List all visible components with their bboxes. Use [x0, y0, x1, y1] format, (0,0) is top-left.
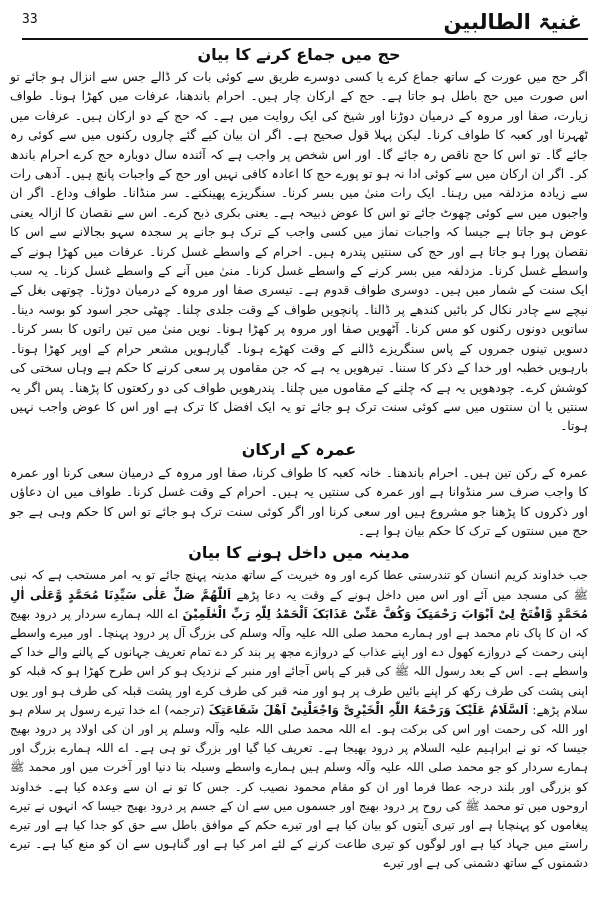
text-before-dua: جب خداوند کریم انسان کو تندرستی عطا کرے اور وہ خیریت کے ساتھ مدینہ پہنچ جائے تو یہ امر مستحب ہے کہ نبی ﷺ کی مسجد میں آئے اور اس میں داخل ہونے کے وقت یہ دعا پڑھے — [10, 568, 588, 602]
page-header — [22, 4, 588, 40]
page-number: 33 — [22, 12, 38, 27]
section-text-umrah-pillars: عمرہ کے رکن تین ہیں۔ احرام باندھنا۔ خانہ کعبہ کا طواف کرنا، صفا اور مروہ کے درمیان سعی کرنا اور عمرہ کا واجب صرف سر منڈوانا ہے اور عمرہ کی سنتیں یہ ہیں۔ احرام کے وقت غسل کرنا۔ طواف میں ان دعاؤں اور ذکروں کا پڑھنا جو مشروع ہیں اور سعی کرنا اور اگر کوئی سنت ترک ہو جائے تو اس کا حکم وہی ہے جو حج میں سنتوں کے ترک کا حکم بیان ہوا ہے۔ — [10, 464, 588, 538]
text-after-dua: اے اللہ ہمارے سردار پر درود بھیج کہ ان کا پاک نام محمد ہے اور ہمارے محمد صلی اللہ علیہ وآلہ وسلم کی بزرگ آل پر درود پہنچا۔ اور میرے واسطے اپنی رحمت کے دروازے کھول دے اور اپنے عذاب کے دروازے مجھ پر بند کر دے تمام تعریف جہانوں کے پالنے والے خدا کے واسطے ہے۔ اس کے بعد رسول اللہ ﷺ کی قبر کے پاس آجائے اور منبر کے نزدیک ہو کر اس طرح کھڑا ہو کہ قبلہ کو اپنی پشت کی طرف رکھ کر اپنے بائیں طرف پر ہو اور منہ قبر کی طرف کرے اور پشت قبلہ کی طرف ہو اور یوں سلام پڑھے: — [10, 606, 588, 717]
section-text-entering-madinah — [10, 566, 588, 873]
page-body — [10, 42, 588, 893]
dua-entering-mosque: اَللّٰھُمَّ صَلِّ عَلٰی سَیِّدِنَا مُحَمَّدٍ وَّعَلٰی اٰلِ مُحَمَّدٍ وَّافْتَحْ لِیْ اَبْوَابَ رَحْمَتِکَ وَکُفَّ عَنِّیْ عَذَابَکَ اَلْحَمْدُ لِلّٰہِ رَبِّ الْعٰلَمِیْنَ — [10, 587, 588, 621]
running-title: غنیۃ الطالبین — [443, 10, 582, 34]
section-heading-hajj-intercourse: حج میں جماع کرنے کا بیان — [197, 45, 401, 64]
section-heading-umrah-pillars: عمرہ کے ارکان — [241, 439, 357, 459]
text-translation: (ترجمہ) اے خدا تیرے رسول پر سلام ہو اور اللہ کی رحمت اور اس کی برکت ہو۔ اے اللہ محمد صلی اللہ علیہ وآلہ وسلم پر اور ان کی اولاد پر درود بھیج جیسا کہ تو نے ابراہیم علیہ السلام پر درود بھیجا ہے۔ تعریف کیا گیا اور بزرگ تو ہی ہے۔ اے اللہ ہمارے بزرگ اور ہمارے سردار کو جو محمد صلی اللہ علیہ وآلہ وسلم ہیں ہمارے واسطے وسیلہ بنا دنیا اور آخرت میں اور محمد ﷺ کو بزرگی اور بلند درجہ عطا فرما اور ان کو مقام محمود نصیب کر۔ جس کا تو نے ان سے وعدہ کیا ہے۔ خداوند اروحوں میں تو محمد ﷺ کی روح پر درود بھیج اور جسموں میں سے ان کے جسم پر درود بھیج جیسا کہ انہوں نے تیرے پیغاموں کو پہنچایا ہے اور تیری آیتوں کو بیان کیا ہے اور تیرے حکم کے موافق باطل سے حق کو جدا کیا ہے اور تیرے راستے میں جہاد کیا ہے اور لوگوں کو تیری طاعت کرنے کے لئے امر کیا ہے اور گناہوں سے ان کو منع کیا ہے۔ تیرے دشمنوں کے ساتھ دشمنی کی ہے اور تیرے — [10, 702, 588, 871]
header-rule — [22, 38, 588, 40]
section-heading-entering-madinah: مدینہ میں داخل ہونے کا بیان — [188, 543, 410, 563]
section-text-hajj-intercourse: اگر حج میں عورت کے ساتھ جماع کرے یا کسی دوسرے طریق سے کوئی بات کر ڈالے جس سے انزال ہو جائے تو اس صورت میں حج باطل ہو جاتا ہے۔ حج کے ارکان چار ہیں۔ احرام باندھنا، عرفات میں کھڑا ہونا۔ طواف زیارت، صفا اور مروہ کے درمیان دوڑنا اور شیخ کی ایک روایت میں ہے۔ کہ حج کے دو ارکان ہیں۔ عرفات میں ٹھہرنا اور کعبہ کا طواف کرنا۔ لیکن پہلا قول صحیح ہے۔ اگر ان بیان کیے گئے چاروں رکنوں میں سے کوئی رہ جائے گا۔ تو اس کا حج ناقص رہ جائے گا۔ اور اس شخص پر واجب ہے کہ آئندہ سال دوبارہ حج کرے احرام باندھ کر۔ اگر ان ارکان میں سے کوئی ادا نہ ہو تو پورے حج کا اعادہ کافی نہیں اور حج کے واجبات پانچ ہیں۔ آدھی رات سے زیادہ مزدلفہ میں رہنا۔ ایک رات منیٰ میں بسر کرنا۔ سنگریزے پھینکنے۔ سر منڈانا۔ طواف وداع۔ اگر ان واجبوں میں سے کوئی چھوٹ جائے تو اس کا عوض ذبیحہ ہے۔ یعنی بکری ذبح کرے۔ اس سے نقصان کا ازالہ یعنی عوض ہو جاتا ہے جیسا کہ واجبات نماز میں کسی واجب کے ترک ہو جانے پر سجدہ سہو بجالانے سے اس کا نقصان پورا ہو جاتا ہے اور حج کی سنتیں پندرہ ہیں۔ احرام کے واسطے غسل کرنا۔ عرفات میں کھڑا ہونے کے واسطے غسل کرنا۔ مزدلفہ میں بسر کرنے کے واسطے غسل کرنا۔ منیٰ میں آنے کے واسطے غسل کرنا۔ یہ سب ایک سنت کے شمار میں ہیں۔ دوسری طواف قدوم ہے۔ تیسری صفا اور مروہ کے درمیان دوڑنا۔ چوتھی بغل کے نیچے سے چادر نکال کر بائیں کندھے پر ڈالنا۔ پانچویں طواف کے وقت جلدی چلنا۔ چھٹی حجر اسود کو بوسہ دینا۔ ساتویں دونوں رکنوں کو مس کرنا۔ آٹھویں صفا اور مروہ پر کھڑا ہونا۔ نویں منیٰ میں تین راتوں کا بسر کرنا۔ دسویں تینوں جمروں کے پاس سنگریزے ڈالنے کے وقت کھڑے ہونا۔ گیارہویں مشعر حرام کے اوپر کھڑا ہونا۔ بارہویں خطبہ اور خدا کے ذکر کا سننا۔ تیرھویں یہ ہے کہ جن مقاموں پر سعی کرنے کا حکم ہے وہاں سختی کی کوشش کرے۔ چودھویں یہ ہے کہ چلنے کے مقاموں میں چلنا۔ پندرھویں طواف کی دو رکعتوں کا پڑھنا۔ پس اگر یہ سنتیں یا ان سنتوں میں سے کوئی سنت ترک ہو جائے تو یہ ایک افضل کا ترک ہے اور اس کا عوض واجب نہیں ہوتا۔ — [10, 70, 588, 434]
dua-salutation: اَلسَّلَامُ عَلَیْکَ وَرَحْمَۃُ اللّٰہِ الْخَیْرِیَّ وَاجْعَلْنِیْ اَھْلَ شَفَاعَتِکَ — [208, 702, 529, 717]
